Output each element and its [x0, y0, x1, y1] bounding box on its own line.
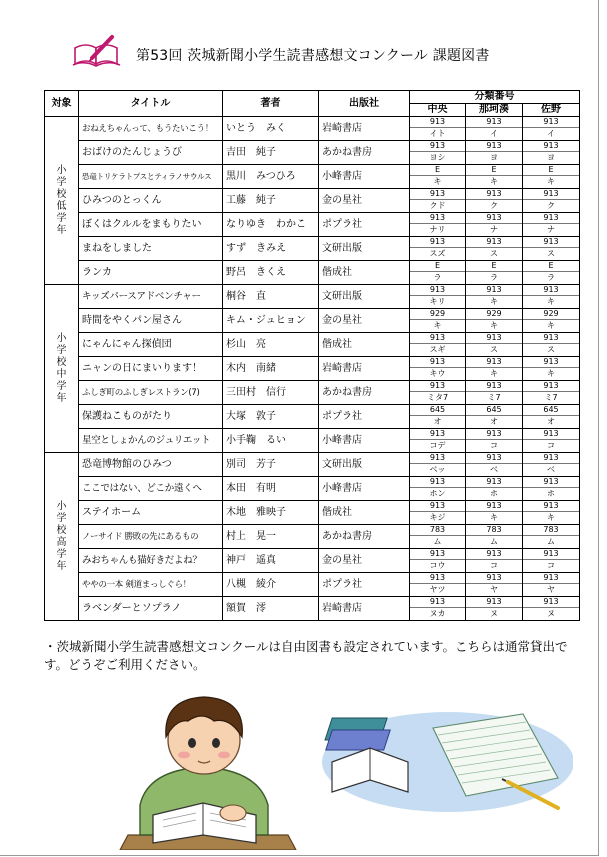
- classification-number: 783: [410, 525, 465, 536]
- author-mark: ス: [490, 249, 498, 258]
- header-branch-sano: 佐野: [523, 104, 580, 117]
- publisher-cell: 金の星社: [319, 189, 410, 213]
- author-mark: キ: [547, 513, 556, 522]
- classification-number: 913: [410, 237, 465, 248]
- author-mark: キジ: [429, 513, 446, 522]
- call-number-nakaminato: [466, 333, 523, 357]
- call-number-chuo: [410, 333, 466, 357]
- publisher-cell: 偕成社: [319, 501, 410, 525]
- table-row: [45, 261, 580, 285]
- classification-number: 913: [466, 477, 522, 488]
- author-mark: ミ7: [487, 393, 501, 402]
- call-number-nakaminato: [466, 549, 523, 573]
- header-category: 対象: [45, 91, 79, 117]
- author-mark: ヤツ: [429, 585, 446, 594]
- classification-number: 913: [410, 501, 465, 512]
- call-number-chuo: [410, 357, 466, 381]
- author-mark: キ: [433, 321, 442, 330]
- table-row: [45, 573, 580, 597]
- author-mark: ラ: [433, 273, 442, 282]
- author-mark: キ: [490, 177, 498, 186]
- call-number-chuo: [410, 573, 466, 597]
- publisher-cell: 小峰書店: [319, 429, 410, 453]
- call-number-sano: [523, 117, 580, 141]
- call-number-nakaminato: [466, 189, 523, 213]
- call-number-sano: [523, 525, 580, 549]
- book-title-cell: にゃんにゃん探偵団: [79, 333, 223, 357]
- call-number-nakaminato: [466, 501, 523, 525]
- call-number-chuo: [410, 261, 466, 285]
- publisher-cell: 偕成社: [319, 261, 410, 285]
- author-mark: キ: [547, 177, 556, 186]
- table-row: [45, 453, 580, 477]
- publisher-cell: ポプラ社: [319, 405, 410, 429]
- author-mark: イ: [547, 129, 556, 138]
- author-mark: キウ: [429, 369, 446, 378]
- author-cell: 八槻 綾介: [223, 573, 319, 597]
- book-list-table: [44, 90, 580, 621]
- table-row: [45, 357, 580, 381]
- author-mark: ナ: [547, 225, 556, 234]
- call-number-nakaminato: [466, 573, 523, 597]
- classification-number: 913: [523, 117, 579, 128]
- call-number-chuo: [410, 141, 466, 165]
- header-branch-chuo: 中央: [410, 104, 466, 117]
- author-mark: ベ: [547, 465, 556, 474]
- call-number-chuo: [410, 117, 466, 141]
- call-number-sano: [523, 285, 580, 309]
- publisher-cell: ポプラ社: [319, 573, 410, 597]
- call-number-nakaminato: [466, 405, 523, 429]
- author-mark: キ: [433, 177, 442, 186]
- table-row: [45, 117, 580, 141]
- publisher-cell: 文研出版: [319, 237, 410, 261]
- book-title-cell: まねをしました: [79, 237, 223, 261]
- author-mark: ベ: [490, 465, 498, 474]
- call-number-chuo: [410, 549, 466, 573]
- author-mark: ホ: [490, 489, 498, 498]
- author-mark: ス: [490, 345, 498, 354]
- author-mark: オ: [547, 417, 556, 426]
- author-mark: ベッ: [429, 465, 446, 474]
- author-mark: ヤ: [490, 585, 498, 594]
- author-cell: 吉田 純子: [223, 141, 319, 165]
- author-mark: ヌ: [547, 609, 556, 618]
- boy-reading-illustration: [118, 685, 298, 850]
- author-cell: 本田 有明: [223, 477, 319, 501]
- book-title-cell: 保護ねこものがたり: [79, 405, 223, 429]
- author-cell: なりゆき わかこ: [223, 213, 319, 237]
- classification-number: 913: [410, 549, 465, 560]
- books-and-manuscript-illustration: [318, 700, 573, 815]
- call-number-chuo: [410, 597, 466, 621]
- call-number-nakaminato: [466, 213, 523, 237]
- book-title-cell: 恐竜トリケラトプスとティラノサウルス: [79, 165, 223, 189]
- classification-number: 913: [410, 213, 465, 224]
- author-cell: すず きみえ: [223, 237, 319, 261]
- call-number-chuo: [410, 429, 466, 453]
- publisher-cell: 岩崎書店: [319, 597, 410, 621]
- author-mark: ホ: [547, 489, 556, 498]
- call-number-chuo: [410, 381, 466, 405]
- classification-number: 645: [523, 405, 579, 416]
- classification-number: 913: [410, 189, 465, 200]
- page-title: 第53回 茨城新聞小学生読書感想文コンクール 課題図書: [136, 48, 490, 64]
- classification-number: E: [523, 165, 579, 176]
- table-row: [45, 381, 580, 405]
- author-mark: コ: [547, 441, 556, 450]
- table-row: [45, 477, 580, 501]
- call-number-chuo: [410, 501, 466, 525]
- author-cell: 木内 南緒: [223, 357, 319, 381]
- classification-number: 913: [466, 141, 522, 152]
- call-number-chuo: [410, 285, 466, 309]
- call-number-chuo: [410, 525, 466, 549]
- classification-number: 913: [466, 333, 522, 344]
- publisher-cell: 文研出版: [319, 453, 410, 477]
- classification-number: 913: [523, 453, 579, 464]
- classification-number: 913: [523, 429, 579, 440]
- header-branch-nakaminato: 那珂湊: [466, 104, 523, 117]
- author-cell: いとう みく: [223, 117, 319, 141]
- classification-number: 913: [410, 357, 465, 368]
- book-title-cell: 時間をやくパン屋さん: [79, 309, 223, 333]
- call-number-nakaminato: [466, 525, 523, 549]
- book-title-cell: おばけのたんじょうび: [79, 141, 223, 165]
- classification-number: 913: [410, 429, 465, 440]
- classification-number: 913: [523, 189, 579, 200]
- publisher-cell: 偕成社: [319, 333, 410, 357]
- author-cell: 額賀 澪: [223, 597, 319, 621]
- publisher-cell: ポプラ社: [319, 213, 410, 237]
- publisher-cell: 岩崎書店: [319, 117, 410, 141]
- call-number-sano: [523, 573, 580, 597]
- classification-number: 913: [466, 429, 522, 440]
- table-row: [45, 189, 580, 213]
- call-number-sano: [523, 141, 580, 165]
- author-cell: 小手鞠 るい: [223, 429, 319, 453]
- call-number-sano: [523, 405, 580, 429]
- classification-number: 913: [523, 333, 579, 344]
- author-mark: クド: [429, 201, 446, 210]
- call-number-sano: [523, 333, 580, 357]
- classification-number: 645: [410, 405, 465, 416]
- author-mark: ミタ7: [426, 393, 449, 402]
- author-mark: ス: [547, 345, 556, 354]
- author-mark: イ: [490, 129, 498, 138]
- author-mark: スズ: [429, 249, 446, 258]
- call-number-sano: [523, 189, 580, 213]
- call-number-nakaminato: [466, 285, 523, 309]
- classification-number: E: [523, 261, 579, 272]
- call-number-nakaminato: [466, 165, 523, 189]
- author-cell: 黒川 みつひろ: [223, 165, 319, 189]
- book-title-cell: ラベンダーとソプラノ: [79, 597, 223, 621]
- call-number-nakaminato: [466, 357, 523, 381]
- call-number-sano: [523, 477, 580, 501]
- author-cell: 杉山 亮: [223, 333, 319, 357]
- classification-number: 913: [523, 237, 579, 248]
- classification-number: 913: [523, 501, 579, 512]
- call-number-nakaminato: [466, 261, 523, 285]
- book-title-cell: キッズパースアドベンチャー: [79, 285, 223, 309]
- author-mark: ム: [433, 537, 442, 546]
- author-mark: キリ: [429, 297, 446, 306]
- classification-number: 929: [523, 309, 579, 320]
- classification-number: 913: [466, 189, 522, 200]
- table-row: [45, 213, 580, 237]
- classification-number: E: [410, 261, 465, 272]
- publisher-cell: 金の星社: [319, 309, 410, 333]
- author-mark: キ: [547, 321, 556, 330]
- author-mark: キ: [547, 369, 556, 378]
- call-number-sano: [523, 453, 580, 477]
- classification-number: 783: [466, 525, 522, 536]
- call-number-sano: [523, 501, 580, 525]
- header-author: 著者: [223, 91, 319, 117]
- call-number-sano: [523, 381, 580, 405]
- call-number-chuo: [410, 165, 466, 189]
- author-mark: コ: [490, 561, 498, 570]
- table-row: [45, 165, 580, 189]
- author-mark: ヌカ: [429, 609, 446, 618]
- publisher-cell: 岩崎書店: [319, 357, 410, 381]
- author-cell: キム・ジュヒョン: [223, 309, 319, 333]
- classification-number: 913: [466, 117, 522, 128]
- call-number-nakaminato: [466, 381, 523, 405]
- book-title-cell: ステイホーム: [79, 501, 223, 525]
- author-mark: ホン: [429, 489, 446, 498]
- book-title-cell: ふしぎ町のふしぎレストラン(7): [79, 381, 223, 405]
- call-number-sano: [523, 429, 580, 453]
- classification-number: 913: [466, 213, 522, 224]
- call-number-chuo: [410, 189, 466, 213]
- call-number-chuo: [410, 237, 466, 261]
- author-mark: ヨ: [547, 153, 556, 162]
- author-mark: キ: [547, 297, 556, 306]
- classification-number: 913: [410, 285, 465, 296]
- call-number-nakaminato: [466, 429, 523, 453]
- call-number-sano: [523, 549, 580, 573]
- author-mark: ム: [490, 537, 498, 546]
- author-mark: スギ: [429, 345, 446, 354]
- classification-number: 913: [466, 381, 522, 392]
- author-mark: イト: [429, 129, 446, 138]
- call-number-sano: [523, 597, 580, 621]
- author-mark: ヨ: [490, 153, 498, 162]
- call-number-sano: [523, 165, 580, 189]
- table-row: [45, 405, 580, 429]
- publisher-cell: 小峰書店: [319, 477, 410, 501]
- author-mark: ナリ: [429, 225, 446, 234]
- publisher-cell: あかね書房: [319, 141, 410, 165]
- classification-number: E: [466, 261, 522, 272]
- book-title-cell: ランカ: [79, 261, 223, 285]
- author-mark: コウ: [429, 561, 446, 570]
- classification-number: 929: [410, 309, 465, 320]
- classification-number: 913: [523, 285, 579, 296]
- book-pen-icon: [72, 34, 122, 70]
- call-number-chuo: [410, 405, 466, 429]
- classification-number: 913: [410, 117, 465, 128]
- author-cell: 工藤 純子: [223, 189, 319, 213]
- book-title-cell: ひみつのとっくん: [79, 189, 223, 213]
- call-number-nakaminato: [466, 309, 523, 333]
- classification-number: 913: [466, 357, 522, 368]
- classification-number: E: [466, 165, 522, 176]
- author-mark: ミ7: [544, 393, 558, 402]
- call-number-sano: [523, 357, 580, 381]
- book-title-cell: 星空としょかんのジュリエット: [79, 429, 223, 453]
- author-cell: 三田村 信行: [223, 381, 319, 405]
- header-title: タイトル: [79, 91, 223, 117]
- classification-number: 913: [523, 381, 579, 392]
- author-mark: ク: [490, 201, 498, 210]
- table-row: [45, 429, 580, 453]
- author-cell: 神戸 遥真: [223, 549, 319, 573]
- publisher-cell: あかね書房: [319, 381, 410, 405]
- table-row: [45, 525, 580, 549]
- author-cell: 桐谷 直: [223, 285, 319, 309]
- author-mark: ラ: [490, 273, 498, 282]
- author-mark: ヤ: [547, 585, 556, 594]
- author-cell: 野呂 きくえ: [223, 261, 319, 285]
- author-mark: コ: [490, 441, 498, 450]
- note-text: ・茨城新聞小学生読書感想文コンクールは自由図書も設定されています。こちらは通常貸出です。どうぞご利用ください。: [44, 639, 568, 672]
- author-cell: 村上 晃一: [223, 525, 319, 549]
- author-mark: ス: [547, 249, 556, 258]
- header-classification: 分類番号: [410, 91, 580, 104]
- classification-number: 913: [523, 357, 579, 368]
- table-row: [45, 597, 580, 621]
- classification-number: 913: [466, 237, 522, 248]
- book-title-cell: ここではない、どこか遠くへ: [79, 477, 223, 501]
- classification-number: 913: [523, 477, 579, 488]
- table-row: [45, 237, 580, 261]
- classification-number: 913: [410, 333, 465, 344]
- classification-number: 913: [410, 141, 465, 152]
- author-mark: コ: [547, 561, 556, 570]
- call-number-nakaminato: [466, 453, 523, 477]
- call-number-sano: [523, 309, 580, 333]
- call-number-nakaminato: [466, 597, 523, 621]
- author-mark: キ: [490, 369, 498, 378]
- classification-number: 913: [466, 501, 522, 512]
- call-number-nakaminato: [466, 117, 523, 141]
- classification-number: 913: [410, 381, 465, 392]
- author-cell: 木地 雅映子: [223, 501, 319, 525]
- header-publisher: 出版社: [319, 91, 410, 117]
- call-number-nakaminato: [466, 141, 523, 165]
- call-number-chuo: [410, 213, 466, 237]
- classification-number: 913: [466, 453, 522, 464]
- call-number-nakaminato: [466, 237, 523, 261]
- book-title-cell: ややの一本 剣道まっしぐら！: [79, 573, 223, 597]
- author-mark: オ: [433, 417, 442, 426]
- call-number-sano: [523, 213, 580, 237]
- table-row: [45, 285, 580, 309]
- table-row: [45, 309, 580, 333]
- author-mark: キ: [490, 297, 498, 306]
- table-row: [45, 333, 580, 357]
- classification-number: 913: [410, 477, 465, 488]
- classification-number: 913: [523, 597, 579, 608]
- call-number-chuo: [410, 477, 466, 501]
- call-number-sano: [523, 261, 580, 285]
- author-mark: ヌ: [490, 609, 498, 618]
- classification-number: 645: [466, 405, 522, 416]
- call-number-nakaminato: [466, 477, 523, 501]
- publisher-cell: 文研出版: [319, 285, 410, 309]
- author-mark: オ: [490, 417, 498, 426]
- classification-number: 913: [466, 549, 522, 560]
- book-title-cell: 恐竜博物館のひみつ: [79, 453, 223, 477]
- book-title-cell: ノーサイド 勝敗の先にあるもの: [79, 525, 223, 549]
- book-title-cell: ニャンの日にまいります！: [79, 357, 223, 381]
- author-mark: コデ: [429, 441, 446, 450]
- publisher-cell: 小峰書店: [319, 165, 410, 189]
- classification-number: 913: [466, 573, 522, 584]
- category-cell: 小 学 校 高 学 年: [45, 453, 79, 621]
- author-mark: キ: [490, 321, 498, 330]
- author-mark: ラ: [547, 273, 556, 282]
- page-header: [72, 34, 552, 74]
- classification-number: 913: [466, 285, 522, 296]
- classification-number: 913: [523, 213, 579, 224]
- classification-number: 913: [523, 573, 579, 584]
- author-cell: 大塚 敦子: [223, 405, 319, 429]
- classification-number: 783: [523, 525, 579, 536]
- classification-number: E: [410, 165, 465, 176]
- classification-number: 913: [410, 573, 465, 584]
- author-cell: 別司 芳子: [223, 453, 319, 477]
- publisher-cell: あかね書房: [319, 525, 410, 549]
- category-cell: 小 学 校 低 学 年: [45, 117, 79, 285]
- book-title-cell: ぼくはクルルをまもりたい: [79, 213, 223, 237]
- author-mark: ナ: [490, 225, 498, 234]
- classification-number: 913: [466, 597, 522, 608]
- classification-number: 913: [523, 141, 579, 152]
- call-number-sano: [523, 237, 580, 261]
- table-row: [45, 549, 580, 573]
- call-number-chuo: [410, 309, 466, 333]
- author-mark: キ: [490, 513, 498, 522]
- author-mark: ク: [547, 201, 556, 210]
- classification-number: 913: [410, 453, 465, 464]
- author-mark: ム: [547, 537, 556, 546]
- classification-number: 913: [410, 597, 465, 608]
- classification-number: 929: [466, 309, 522, 320]
- table-row: [45, 501, 580, 525]
- book-title-cell: みおちゃんも猫好きだよね？: [79, 549, 223, 573]
- book-title-cell: おねえちゃんって、もうたいこう！: [79, 117, 223, 141]
- category-cell: 小 学 校 中 学 年: [45, 285, 79, 453]
- publisher-cell: 金の星社: [319, 549, 410, 573]
- classification-number: 913: [523, 549, 579, 560]
- author-mark: ヨシ: [429, 153, 446, 162]
- table-row: [45, 141, 580, 165]
- call-number-chuo: [410, 453, 466, 477]
